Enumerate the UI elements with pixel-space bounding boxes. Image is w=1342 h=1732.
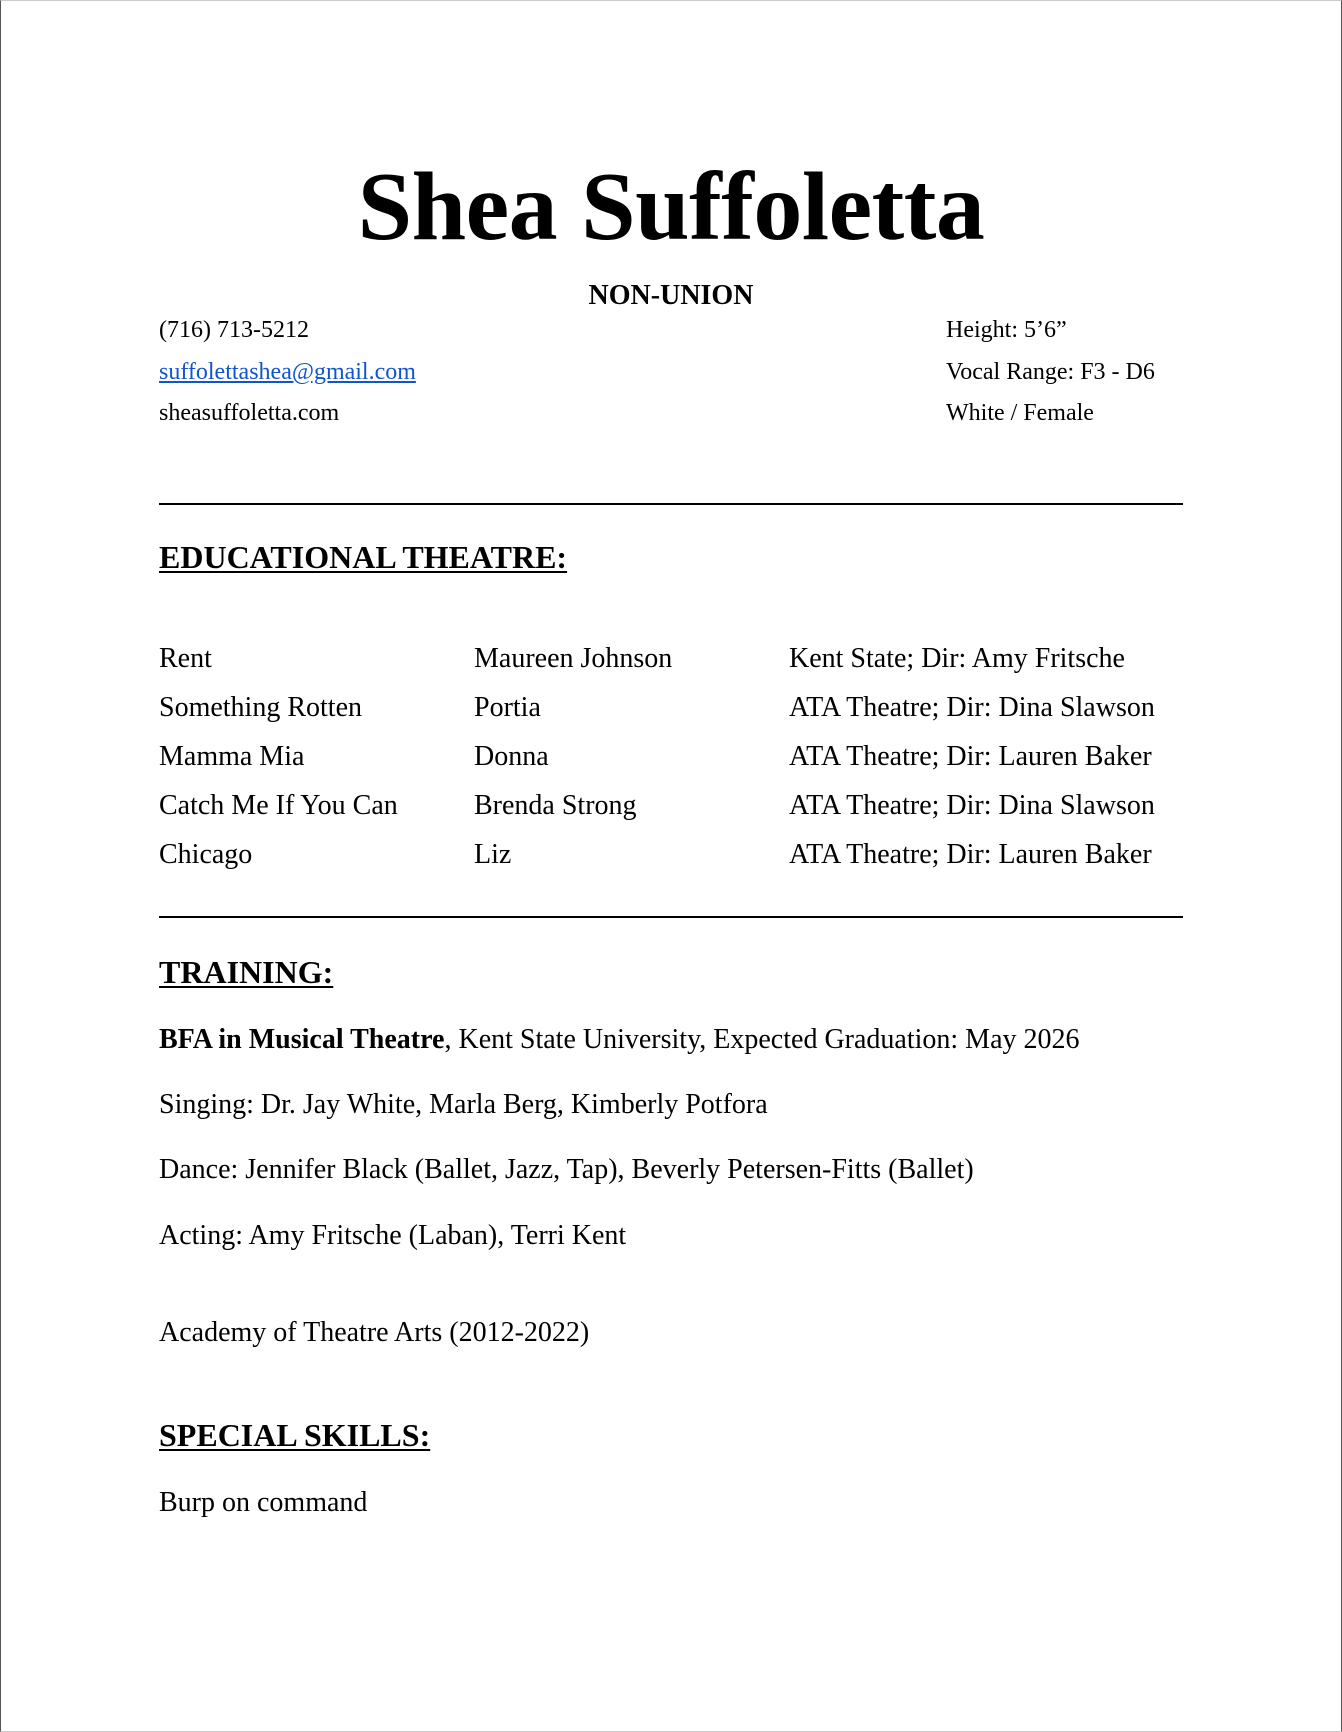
email-link[interactable]: suffolettashea@gmail.com — [159, 359, 416, 385]
divider-middle — [159, 916, 1183, 918]
venue-director: ATA Theatre; Dir: Lauren Baker — [789, 839, 1152, 870]
training-heading: TRAINING: — [159, 954, 334, 990]
divider-top — [159, 503, 1183, 505]
vocal-range-stat: Vocal Range: F3 - D6 — [946, 359, 1155, 385]
performer-name: Shea Suffoletta — [357, 153, 985, 261]
credit-row — [159, 839, 1183, 888]
venue-director: ATA Theatre; Dir: Dina Slawson — [789, 790, 1155, 821]
ethnicity-gender-stat: White / Female — [946, 400, 1094, 426]
acting-training: Acting: Amy Fritsche (Laban), Terri Kent — [159, 1220, 627, 1251]
phone-number: (716) 713-5212 — [159, 317, 309, 343]
venue-director: Kent State; Dir: Amy Fritsche — [789, 643, 1125, 674]
skill-item: Burp on command — [159, 1487, 368, 1518]
show-title: Chicago — [159, 839, 253, 870]
height-stat: Height: 5’6” — [946, 317, 1067, 343]
role-name: Liz — [474, 839, 512, 870]
credit-row — [159, 790, 1183, 839]
show-title: Mamma Mia — [159, 741, 305, 772]
credit-row — [159, 741, 1183, 790]
credits-table — [159, 643, 1183, 888]
credit-row — [159, 643, 1183, 692]
venue-director: ATA Theatre; Dir: Dina Slawson — [789, 692, 1155, 723]
academy-training: Academy of Theatre Arts (2012-2022) — [159, 1317, 590, 1348]
role-name: Portia — [474, 692, 541, 723]
degree-title: BFA in Musical Theatre — [159, 1024, 445, 1055]
dance-training: Dance: Jennifer Black (Ballet, Jazz, Tap), Beverly Petersen-Fitts (Ballet) — [159, 1154, 974, 1185]
educational-theatre-heading: EDUCATIONAL THEATRE: — [159, 539, 568, 575]
degree-detail: , Kent State University, Expected Graduation: May 2026 — [444, 1024, 1080, 1055]
singing-training: Singing: Dr. Jay White, Marla Berg, Kimberly Potfora — [159, 1089, 768, 1120]
credit-row — [159, 692, 1183, 741]
role-name: Maureen Johnson — [474, 643, 673, 674]
degree-line — [159, 1024, 1080, 1056]
show-title: Rent — [159, 643, 212, 674]
show-title: Something Rotten — [159, 692, 362, 723]
show-title: Catch Me If You Can — [159, 790, 398, 821]
role-name: Donna — [474, 741, 549, 772]
role-name: Brenda Strong — [474, 790, 637, 821]
special-skills-heading: SPECIAL SKILLS: — [159, 1417, 431, 1453]
venue-director: ATA Theatre; Dir: Lauren Baker — [789, 741, 1152, 772]
website: sheasuffoletta.com — [159, 400, 340, 426]
union-status: NON-UNION — [588, 280, 754, 311]
